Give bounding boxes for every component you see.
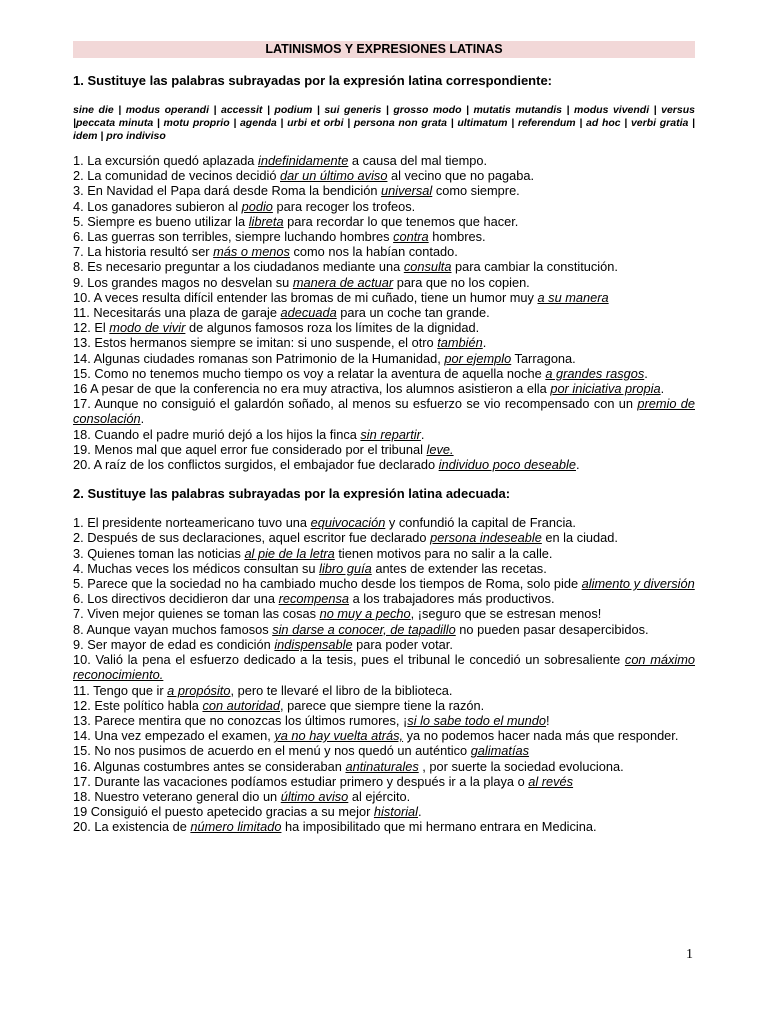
sentence-text: 7. La historia resultó ser: [73, 244, 214, 260]
sentence-text: 10. Valió la pena el esfuerzo dedicado a la tesis, pues el tribunal le concedió un sobresaliente: [73, 652, 625, 668]
underlined-phrase: indefinidamente: [257, 153, 349, 168]
exercise-item: [73, 381, 695, 396]
section-2-heading: 2. Sustituye las palabras subrayadas por la expresión latina adecuada:: [73, 486, 511, 502]
underlined-phrase: alimento y diversión: [581, 576, 695, 592]
sentence-text: 14. Algunas ciudades romanas son Patrimonio de la Humanidad,: [73, 350, 445, 366]
sentence-text: 20. La existencia de: [73, 819, 191, 835]
sentence-text: de algunos famosos roza los límites de la dignidad.: [185, 320, 480, 336]
exercise-item: [73, 351, 695, 366]
sentence-text: no pueden pasar desapercibidos.: [455, 621, 649, 637]
sentence-text: 2. La comunidad de vecinos decidió: [73, 168, 281, 184]
sentence-text: 6. Los directivos decidieron dar una: [73, 591, 279, 607]
underlined-phrase: premio de consolación: [73, 396, 695, 427]
exercise-item: [73, 275, 695, 290]
underlined-phrase: libreta: [248, 213, 284, 229]
sentence-text: .: [420, 426, 425, 442]
exercise-item: [73, 713, 695, 728]
exercise-item: [73, 789, 695, 804]
exercise-item: [73, 606, 695, 621]
sentence-text: 7. Viven mejor quienes se toman las cosas: [73, 606, 320, 622]
sentence-text: 9. Ser mayor de edad es condición: [73, 636, 275, 652]
sentence-text: 15. No nos pusimos de acuerdo en el menú y nos quedó un auténtico: [73, 743, 471, 759]
sentence-text: 11. Tengo que ir: [73, 682, 168, 698]
underlined-phrase: con autoridad: [202, 697, 281, 713]
underlined-phrase: recompensa: [278, 591, 350, 607]
sentence-text: 4. Los ganadores subieron al: [73, 198, 242, 214]
sentence-text: para que no los copien.: [393, 274, 530, 290]
sentence-text: , pero te llevaré el libro de la biblioteca.: [230, 682, 453, 698]
sentence-text: 9. Los grandes magos no desvelan su: [73, 274, 293, 290]
exercise-item: [73, 804, 695, 819]
underlined-phrase: manera de actuar: [292, 274, 394, 290]
sentence-text: Tarragona.: [511, 350, 576, 366]
underlined-phrase: persona indeseable: [430, 530, 542, 546]
sentence-text: 12. Este político habla: [73, 697, 203, 713]
exercise-item: [73, 698, 695, 713]
underlined-phrase: dar un último aviso: [280, 168, 388, 184]
underlined-phrase: modo de vivir: [109, 320, 186, 336]
sentence-text: 13. Estos hermanos siempre se imitan: si uno suspende, el otro: [73, 335, 438, 351]
sentence-text: 1. El presidente norteamericano tuvo una: [73, 515, 311, 531]
underlined-phrase: no muy a pecho: [319, 606, 411, 622]
sentence-text: 16. Algunas costumbres antes se consideraban: [73, 758, 346, 774]
exercise-item: [73, 320, 695, 335]
sentence-text: tienen motivos para no salir a la calle.: [334, 545, 553, 561]
underlined-phrase: sin repartir: [360, 426, 421, 442]
exercise-item: [73, 442, 695, 457]
underlined-phrase: a propósito: [167, 682, 231, 698]
underlined-phrase: universal: [381, 183, 433, 199]
underlined-phrase: a su manera: [537, 289, 609, 305]
sentence-text: 13. Parece mentira que no conozcas los últimos rumores, ¡: [73, 712, 408, 728]
sentence-text: 17. Durante las vacaciones podíamos estudiar primero y después ir a la playa o: [73, 773, 529, 789]
exercise-item: [73, 457, 695, 472]
section-1-exercise-list: [73, 153, 695, 472]
sentence-text: ya no podemos hacer nada más que responder.: [403, 728, 679, 744]
section-1-heading: 1. Sustituye las palabras subrayadas por la expresión latina correspondiente:: [73, 73, 553, 88]
exercise-item: [73, 576, 695, 591]
underlined-phrase: por ejemplo: [444, 350, 512, 366]
sentence-text: 3. En Navidad el Papa dará desde Roma la bendición: [73, 183, 382, 199]
sentence-text: hombres.: [428, 229, 486, 245]
exercise-item: [73, 199, 695, 214]
sentence-text: 6. Las guerras son terribles, siempre luchando hombres: [73, 229, 394, 245]
exercise-item: [73, 244, 695, 259]
exercise-item: [73, 561, 695, 576]
underlined-phrase: contra: [393, 229, 429, 245]
underlined-phrase: número limitado: [190, 819, 282, 835]
sentence-text: a los trabajadores más productivos.: [349, 591, 555, 607]
sentence-text: al ejército.: [348, 788, 411, 804]
sentence-text: 20. A raíz de los conflictos surgidos, el embajador fue declarado: [73, 457, 439, 473]
sentence-text: ha imposibilitado que mi hermano entrara en Medicina.: [281, 819, 597, 835]
sentence-text: para recordar lo que tenemos que hacer.: [283, 213, 519, 229]
sentence-text: 19 Consiguió el puesto apetecido gracias a su mejor: [73, 804, 374, 820]
underlined-phrase: a grandes rasgos: [545, 365, 645, 381]
exercise-item: [73, 259, 695, 274]
sentence-text: 4. Muchas veces los médicos consultan su: [73, 560, 320, 576]
sentence-text: 2. Después de sus declaraciones, aquel escritor fue declarado: [73, 530, 431, 546]
sentence-text: .: [482, 335, 487, 351]
exercise-item: [73, 759, 695, 774]
exercise-item: [73, 683, 695, 698]
underlined-phrase: último aviso: [280, 788, 349, 804]
sentence-text: !: [546, 712, 550, 728]
latin-expression-list: sine die | modus operandi | accessit | podium | sui generis | grosso modo | mutatis mutandis | modus vivendi | versus |peccata minuta | motu proprio | agenda | urbi et orbi | persona non grata | ultimatum | referendum | ad hoc | verbi gratia | idem | pro indiviso: [73, 104, 695, 142]
exercise-item: [73, 427, 695, 442]
sentence-text: 1. La excursión quedó aplazada: [73, 153, 258, 168]
exercise-item: [73, 366, 695, 381]
sentence-text: 3. Quienes toman las noticias: [73, 545, 245, 561]
sentence-text: .: [140, 411, 145, 427]
underlined-phrase: sin darse a conocer, de tapadillo: [272, 621, 456, 637]
underlined-phrase: adecuada: [280, 305, 337, 321]
exercise-item: [73, 622, 695, 637]
exercise-item: [73, 153, 695, 168]
underlined-phrase: podio: [241, 198, 273, 214]
sentence-text: 15. Como no tenemos mucho tiempo os voy a relatar la aventura de aquella noche: [73, 365, 546, 381]
sentence-text: .: [575, 457, 580, 473]
underlined-phrase: historial: [373, 804, 419, 820]
underlined-phrase: con máximo reconocimiento.: [73, 652, 695, 683]
exercise-item: [73, 530, 695, 545]
underlined-phrase: ya no hay vuelta atrás,: [274, 728, 404, 744]
exercise-item: [73, 290, 695, 305]
sentence-text: para un coche tan grande.: [336, 305, 490, 321]
underlined-phrase: indispensable: [274, 636, 353, 652]
sentence-text: .: [418, 804, 422, 820]
exercise-item: [73, 774, 695, 789]
exercise-item: [73, 214, 695, 229]
exercise-item: [73, 819, 695, 834]
sentence-text: 8. Es necesario preguntar a los ciudadanos mediante una: [73, 259, 404, 275]
page-number: 1: [686, 947, 693, 962]
sentence-text: 18. Cuando el padre murió dejó a los hijos la finca: [73, 426, 361, 442]
sentence-text: , por suerte la sociedad evoluciona.: [418, 758, 624, 774]
sentence-text: en la ciudad.: [541, 530, 618, 546]
exercise-item: [73, 396, 695, 426]
underlined-phrase: más o menos: [213, 244, 290, 260]
underlined-phrase: equivocación: [310, 515, 386, 531]
exercise-item: [73, 743, 695, 758]
document-title: LATINISMOS Y EXPRESIONES LATINAS: [73, 41, 695, 58]
underlined-phrase: al revés: [528, 773, 574, 789]
sentence-text: a causa del mal tiempo.: [348, 153, 488, 168]
underlined-phrase: leve.: [426, 441, 454, 457]
sentence-text: 8. Aunque vayan muchos famosos: [73, 621, 273, 637]
underlined-phrase: libro guía: [319, 560, 372, 576]
sentence-text: 16 A pesar de que la conferencia no era muy atractiva, los alumnos asistieron a ella: [73, 381, 551, 397]
underlined-phrase: si lo sabe todo el mundo: [407, 712, 547, 728]
sentence-text: 19. Menos mal que aquel error fue considerado por el tribunal: [73, 441, 427, 457]
sentence-text: , parece que siempre tiene la razón.: [280, 697, 485, 713]
sentence-text: .: [660, 381, 665, 397]
sentence-text: antes de extender las recetas.: [371, 560, 547, 576]
sentence-text: como nos la habían contado.: [289, 244, 458, 260]
sentence-text: 18. Nuestro veterano general dio un: [73, 788, 281, 804]
sentence-text: 5. Parece que la sociedad no ha cambiado mucho desde los tiempos de Roma, solo pide: [73, 576, 582, 592]
sentence-text: , ¡seguro que se estresan menos!: [410, 606, 602, 622]
exercise-item: [73, 229, 695, 244]
sentence-text: .: [644, 365, 648, 381]
exercise-item: [73, 652, 695, 682]
exercise-item: [73, 546, 695, 561]
document-page: [73, 41, 695, 835]
exercise-item: [73, 335, 695, 350]
exercise-item: [73, 168, 695, 183]
exercise-item: [73, 591, 695, 606]
underlined-phrase: galimatías: [470, 743, 530, 759]
exercise-item: [73, 515, 695, 530]
sentence-text: 5. Siempre es bueno utilizar la: [73, 213, 249, 229]
sentence-text: 12. El: [73, 320, 110, 336]
sentence-text: para cambiar la constitución.: [451, 259, 618, 275]
sentence-text: para recoger los trofeos.: [272, 198, 416, 214]
sentence-text: como siempre.: [432, 183, 520, 199]
underlined-phrase: al pie de la letra: [244, 545, 335, 561]
sentence-text: al vecino que no pagaba.: [387, 168, 535, 184]
underlined-phrase: consulta: [403, 259, 452, 275]
sentence-text: 17. Aunque no consiguió el galardón soñado, al menos su esfuerzo se vio recompensado con un: [73, 396, 638, 412]
sentence-text: 11. Necesitarás una plaza de garaje: [73, 305, 281, 321]
exercise-item: [73, 305, 695, 320]
exercise-item: [73, 183, 695, 198]
sentence-text: 14. Una vez empezado el examen,: [73, 728, 275, 744]
sentence-text: para poder votar.: [352, 636, 453, 652]
underlined-phrase: también: [437, 335, 483, 351]
exercise-item: [73, 728, 695, 743]
section-2-exercise-list: [73, 515, 695, 834]
underlined-phrase: por iniciativa propia: [550, 381, 661, 397]
underlined-phrase: antinaturales: [345, 758, 419, 774]
underlined-phrase: individuo poco deseable: [438, 457, 576, 473]
sentence-text: y confundió la capital de Francia.: [385, 515, 576, 531]
exercise-item: [73, 637, 695, 652]
sentence-text: 10. A veces resulta difícil entender las bromas de mi cuñado, tiene un humor muy: [73, 289, 538, 305]
